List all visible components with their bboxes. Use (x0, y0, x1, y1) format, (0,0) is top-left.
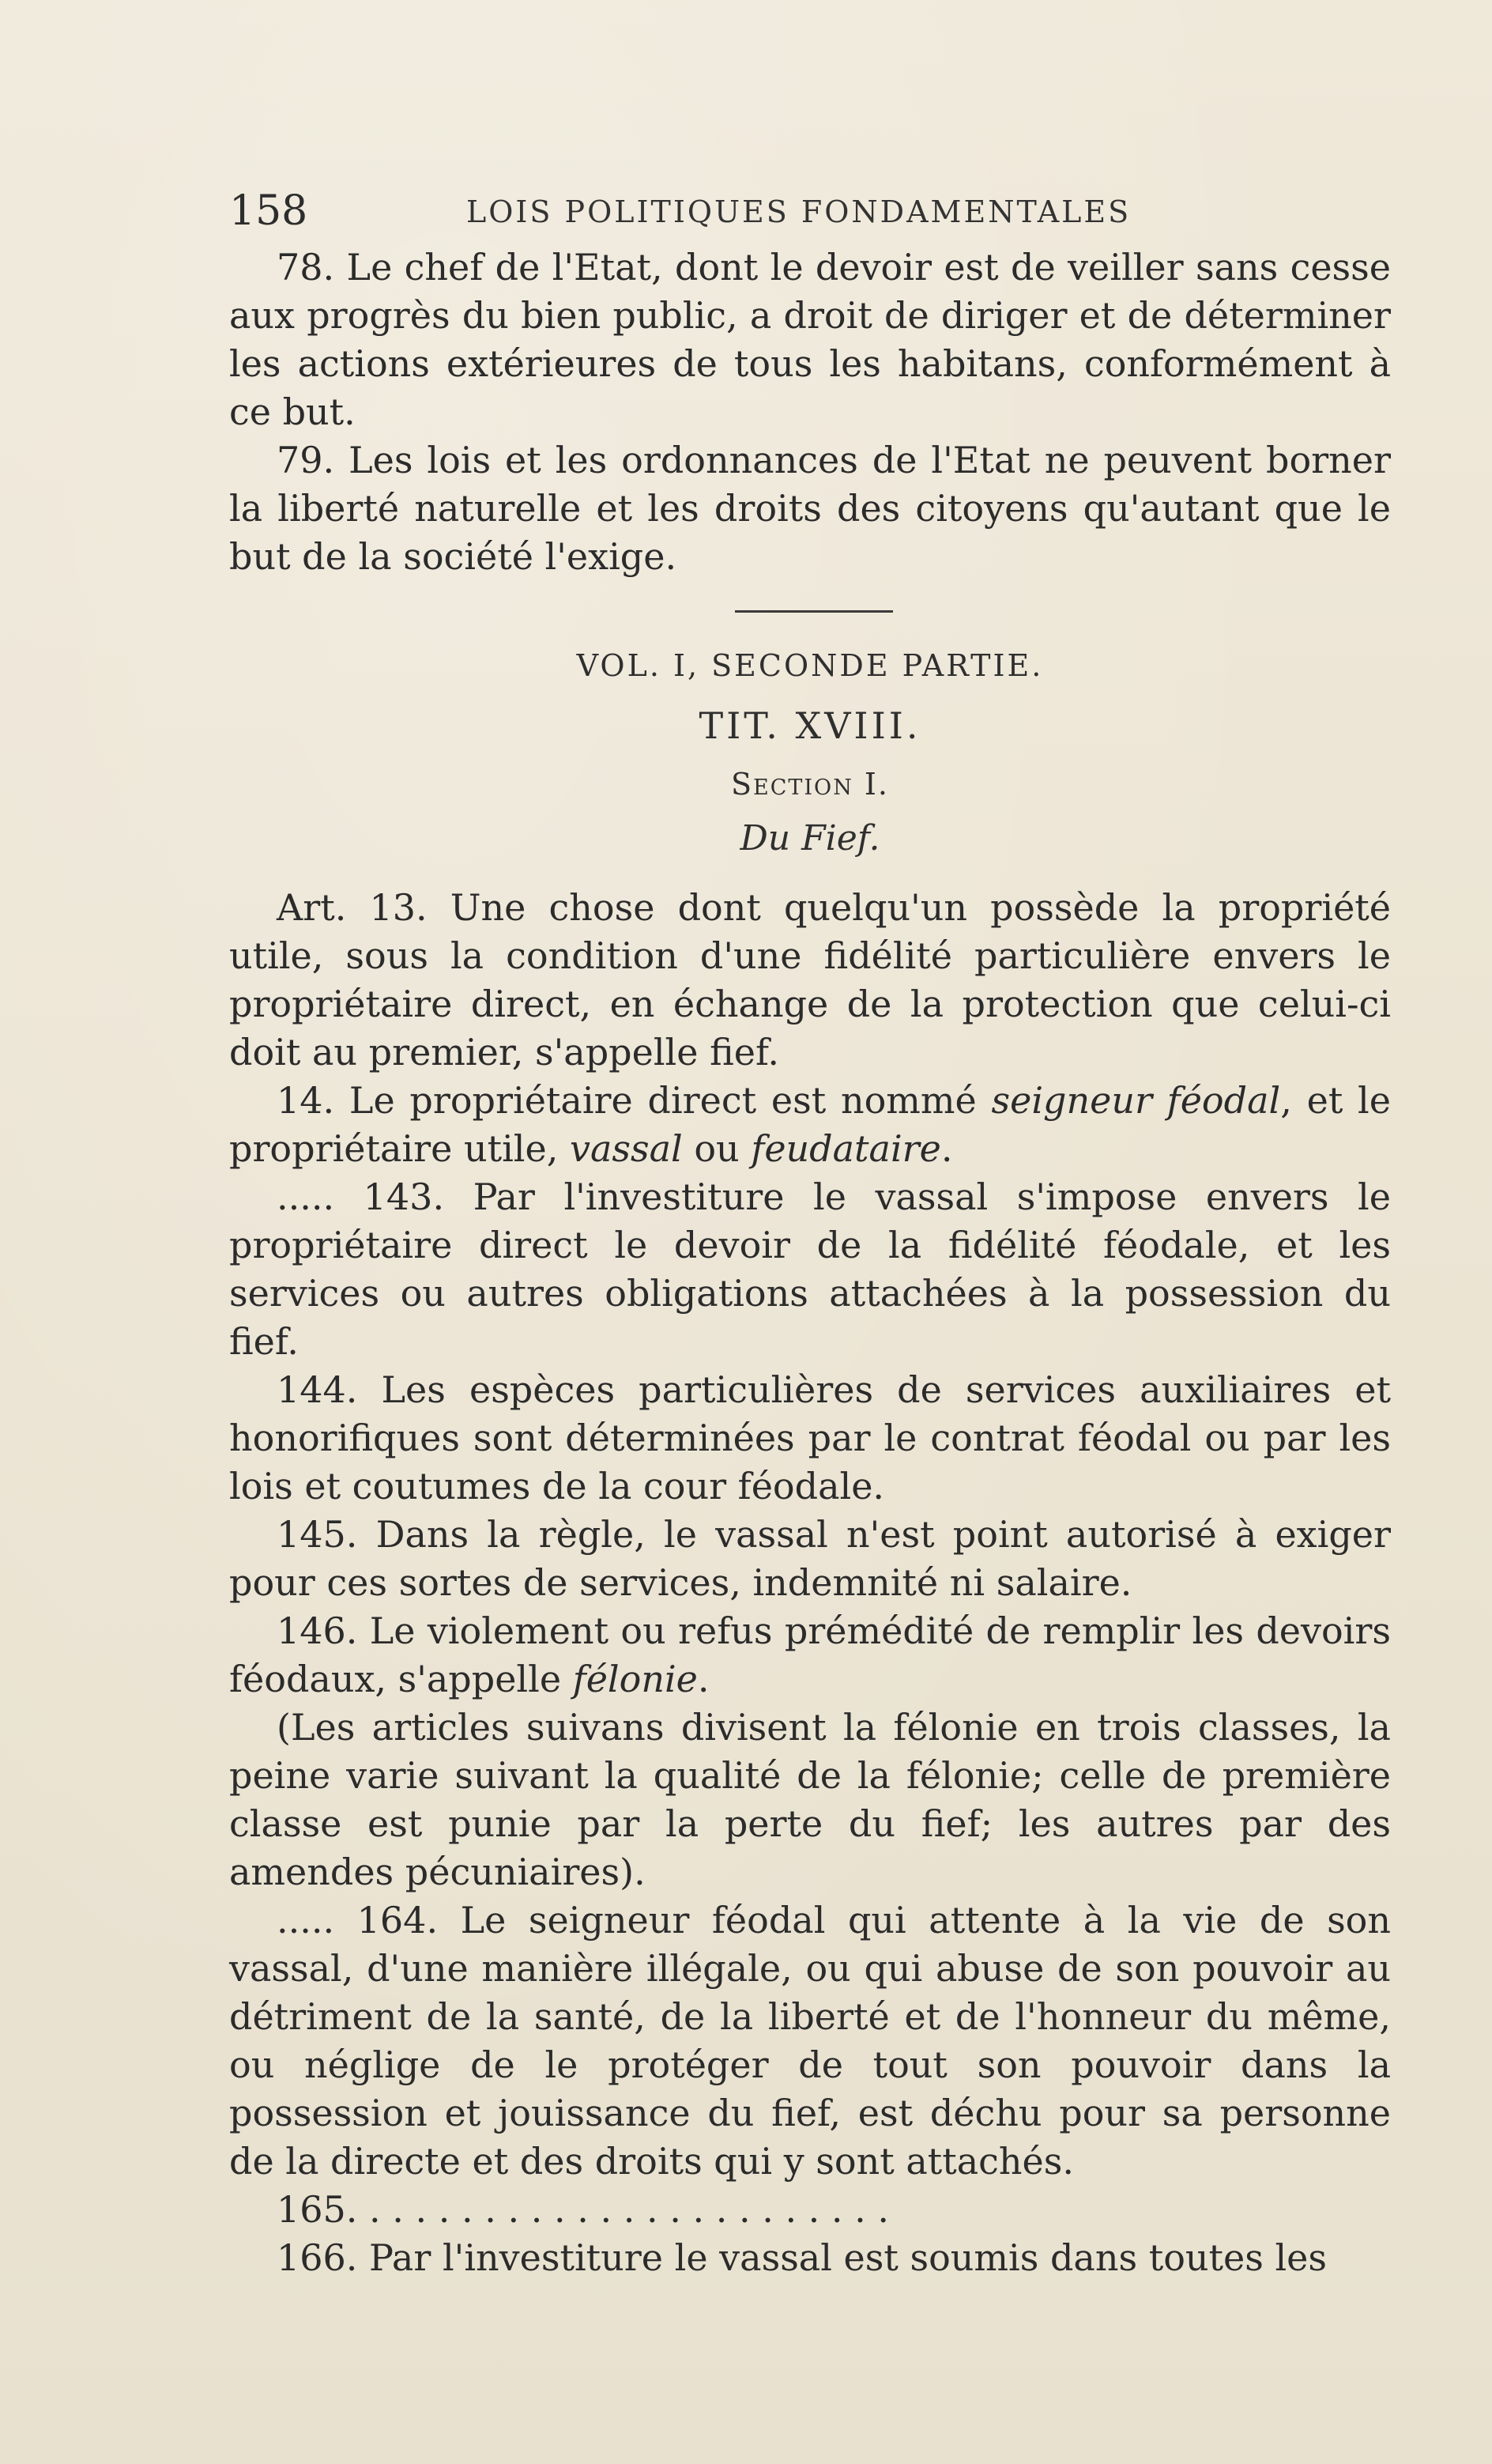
article-146 (229, 1607, 1391, 1704)
editorial-note: (Les articles suivans divisent la félonie en trois classes, la peine varie suivant la qualité de la félonie; celle de première classe est punie par la perte du fief; les autres par des amendes pécuniaires). (229, 1706, 1391, 1893)
article-164: ..... 164. Le seigneur féodal qui attente à la vie de son vassal, d'une manière illégale, ou qui abuse de son pouvoir au détriment de la santé, de la liberté et de l'honneur du même, ou néglige de le protéger de tout son pouvoir dans la possession et jouissance du fief, est déchu pour sa personne de la directe et des droits qui y sont attachés. (229, 1899, 1391, 2183)
article-14 (229, 1077, 1391, 1173)
page-header (229, 183, 1154, 239)
article-14-part-a: 14. Le propriétaire direct est nommé (277, 1079, 992, 1122)
subject-heading: Du Fief. (740, 818, 880, 858)
article-143: ..... 143. Par l'investiture le vassal s'impose envers le propriétaire direct le devoir de la fidélité féodale, et les services ou autres obligations attachées à la possession du fief. (229, 1175, 1391, 1363)
article-13: Art. 13. Une chose dont quelqu'un possède la propriété utile, sous la condition d'une fidélité particulière envers le propriétaire direct, en échange de la protection que celui-ci doit au premier, s'appelle fief. (229, 886, 1391, 1074)
article-166: 166. Par l'investiture le vassal est soumis dans toutes les (277, 2236, 1327, 2279)
article-146-part-c: . (697, 1658, 710, 1700)
separator-rule (735, 610, 893, 613)
article-165: 165. . . . . . . . . . . . . . . . . . . . . . . . (277, 2188, 890, 2231)
article-146-part-a: 146. Le violement ou refus prémédité de remplir les devoirs féodaux, s'appelle (229, 1609, 1391, 1700)
main-text-block (229, 884, 1391, 2282)
running-title: LOIS POLITIQUES FONDAMENTALES (466, 194, 1132, 229)
term-seigneur-feodal: seigneur féodal (991, 1079, 1281, 1122)
article-14-part-e: ou (682, 1127, 752, 1170)
article-144: 144. Les espèces particulières de services auxiliaires et honorifiques sont déterminées par le contrat féodal ou par les lois et coutumes de la cour féodale. (229, 1368, 1391, 1507)
term-felonie: félonie (572, 1658, 698, 1700)
volume-heading: VOL. I, SECONDE PARTIE. (576, 648, 1044, 683)
term-feudataire: feudataire (751, 1127, 941, 1170)
article-79: 79. Les lois et les ordonnances de l'Etat ne peuvent borner la liberté naturelle et les droits des citoyens qu'autant que le but de la société l'exige. (229, 439, 1391, 578)
page-number: 158 (229, 187, 308, 235)
article-14-part-c: , et le propriétaire utile, (229, 1079, 1391, 1170)
term-vassal: vassal (569, 1127, 683, 1170)
section-heading: Section I. (730, 767, 889, 802)
article-78: 78. Le chef de l'Etat, dont le devoir est de veiller sans cesse aux progrès du bien public, a droit de diriger et de déterminer les actions extérieures de tous les habitans, conformément à ce but. (229, 246, 1391, 433)
article-145: 145. Dans la règle, le vassal n'est point autorisé à exiger pour ces sortes de services, indemnité ni salaire. (229, 1513, 1391, 1604)
title-heading: TIT. XVIII. (699, 704, 921, 747)
article-14-part-g: . (940, 1127, 953, 1170)
top-text-block (229, 243, 1391, 581)
